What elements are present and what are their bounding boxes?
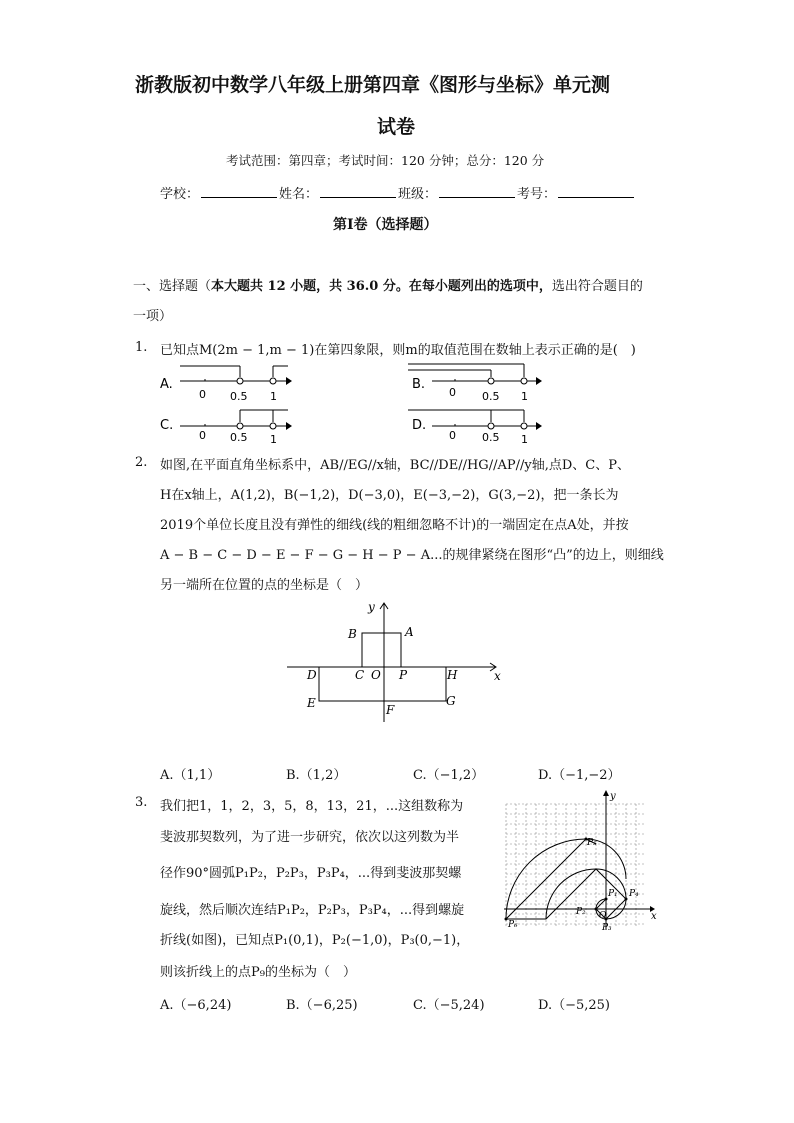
q2-line-5: 另一端所在位置的点的坐标是（ ） [160, 578, 369, 593]
q3-option-a[interactable]: A.（−6,24) [160, 998, 232, 1013]
q2-line-2: H在x轴上，A(1,2)，B(−1,2)，D(−3,0)，E(−3,−2)，G(3,−2)，把一条长为 [160, 488, 619, 503]
q3-line-5: 折线(如图)，已知点P₁(0,1)，P₂(−1,0)，P₃(0,−1)， [160, 933, 470, 948]
q3-line-6: 则该折线上的点P₉的坐标为（ ） [160, 965, 356, 980]
q1-option-b-half: 0.5 [482, 390, 500, 403]
q1-option-a-zero: 0 [199, 388, 206, 401]
q2-option-d[interactable]: D.（−1,−2） [538, 768, 621, 783]
q1-number: 1. [135, 340, 148, 355]
q2-figure [285, 600, 515, 725]
id-field[interactable] [558, 186, 634, 198]
q2-label-g: G [446, 694, 456, 708]
q3-line-2: 斐波那契数列，为了进一步研究，依次以这列数为半 [160, 830, 460, 845]
q3-spiral-figure [500, 788, 665, 933]
section-heading-line2: 一项） [133, 309, 173, 324]
q3-option-c[interactable]: C.（−5,24) [413, 998, 485, 1013]
q2-label-f: F [386, 703, 395, 717]
section-heading [133, 275, 643, 294]
q1-option-c-half: 0.5 [230, 431, 248, 444]
q2-label-d: D [307, 668, 317, 682]
student-info-row [160, 183, 636, 202]
class-label: 班级： [398, 187, 438, 202]
q1-options-figure [150, 360, 710, 460]
q2-number: 2. [135, 455, 148, 470]
q2-option-b[interactable]: B.（1,2） [286, 768, 347, 783]
q1-option-d-one: 1 [521, 433, 528, 446]
q3-label-p3: P₃ [602, 923, 612, 933]
school-label: 学校： [160, 187, 200, 202]
q1-stem: 已知点M(2m − 1,m − 1)在第四象限，则m的取值范围在数轴上表示正确的是( ) [160, 343, 636, 358]
class-field[interactable] [439, 186, 515, 198]
q2-line-1: 如图,在平面直角坐标系中，AB//EG//x轴，BC//DE//HG//AP//y轴,点D、C、P、 [160, 458, 630, 473]
q3-label-p6: P₆ [508, 920, 518, 930]
name-field[interactable] [320, 186, 396, 198]
q3-option-d[interactable]: D.（−5,25) [538, 998, 611, 1013]
q3-label-p4: P₄ [629, 889, 639, 899]
q1-option-b-zero: 0 [449, 386, 456, 399]
q3-label-y: y [610, 791, 616, 802]
q1-option-a-one: 1 [270, 390, 277, 403]
q3-option-b[interactable]: B.（−6,25) [286, 998, 358, 1013]
q2-label-y: y [368, 600, 375, 614]
q1-option-b-numberline [408, 364, 542, 385]
q1-option-c-zero: 0 [199, 429, 206, 442]
q2-label-e: E [307, 696, 316, 710]
q3-number: 3. [135, 795, 148, 810]
section-heading-tail: 选出符合题目的 [551, 279, 643, 294]
q2-label-o: O [371, 668, 381, 682]
q3-label-o: O [599, 911, 607, 921]
page-title-continued: 试卷 [377, 116, 416, 138]
q2-line-4: A − B − C − D − E − F − G − H − P − A...的规律紧绕在图形“凸”的边上，则细线 [160, 548, 664, 563]
q3-line-3: 径作90°圆弧P₁P₂，P₂P₃，P₃P₄，...得到斐波那契螺 [160, 866, 462, 881]
q2-label-h: H [447, 668, 458, 682]
section-heading-prefix: 一、选择题（ [133, 279, 212, 294]
q2-line-3: 2019个单位长度且没有弹性的细线(线的粗细忽略不计)的一端固定在点A处，并按 [160, 518, 629, 533]
q1-option-a-half: 0.5 [230, 390, 248, 403]
q1-option-c-numberline [180, 410, 292, 430]
q3-label-x: x [651, 911, 657, 922]
q1-option-c-letter[interactable]: C. [160, 418, 174, 433]
q2-label-c: C [355, 668, 365, 682]
q1-option-d-half: 0.5 [482, 431, 500, 444]
q2-label-x: x [494, 669, 501, 683]
q1-option-b-letter[interactable]: B. [412, 377, 426, 392]
q1-option-d-letter[interactable]: D. [412, 418, 427, 433]
q2-label-a: A [405, 625, 414, 639]
q1-option-d-numberline [408, 410, 542, 430]
id-label: 考号： [517, 187, 557, 202]
q2-label-p: P [399, 668, 408, 682]
q1-option-d-zero: 0 [449, 429, 456, 442]
q1-option-c-one: 1 [270, 433, 277, 446]
q3-line-1: 我们把1，1，2，3，5，8，13，21，...这组数称为 [160, 799, 464, 814]
school-field[interactable] [201, 186, 277, 198]
q1-option-b-one: 1 [521, 390, 528, 403]
q2-option-c[interactable]: C.（−1,2） [413, 768, 485, 783]
exam-info: 考试范围：第四章；考试时间：120 分钟；总分：120 分 [226, 153, 545, 168]
q2-option-a[interactable]: A.（1,1） [160, 768, 221, 783]
name-label: 姓名： [279, 187, 319, 202]
q3-line-4: 旋线，然后顺次连结P₁P₂，P₂P₃，P₃P₄，...得到螺旋 [160, 903, 465, 918]
q1-option-a-letter[interactable]: A. [160, 377, 173, 392]
q3-label-p1: P₁ [608, 889, 618, 899]
q2-label-b: B [348, 627, 357, 641]
volume-heading: 第Ⅰ卷（选择题） [333, 217, 438, 233]
q3-label-p5: P₅ [587, 838, 597, 848]
q1-option-a-numberline [180, 366, 292, 385]
page-title: 浙教版初中数学八年级上册第四章《图形与坐标》单元测 [135, 74, 611, 96]
section-heading-bold: 本大题共 12 小题，共 36.0 分。在每小题列出的选项中， [211, 279, 552, 294]
q3-label-p2: P₂ [576, 907, 586, 917]
